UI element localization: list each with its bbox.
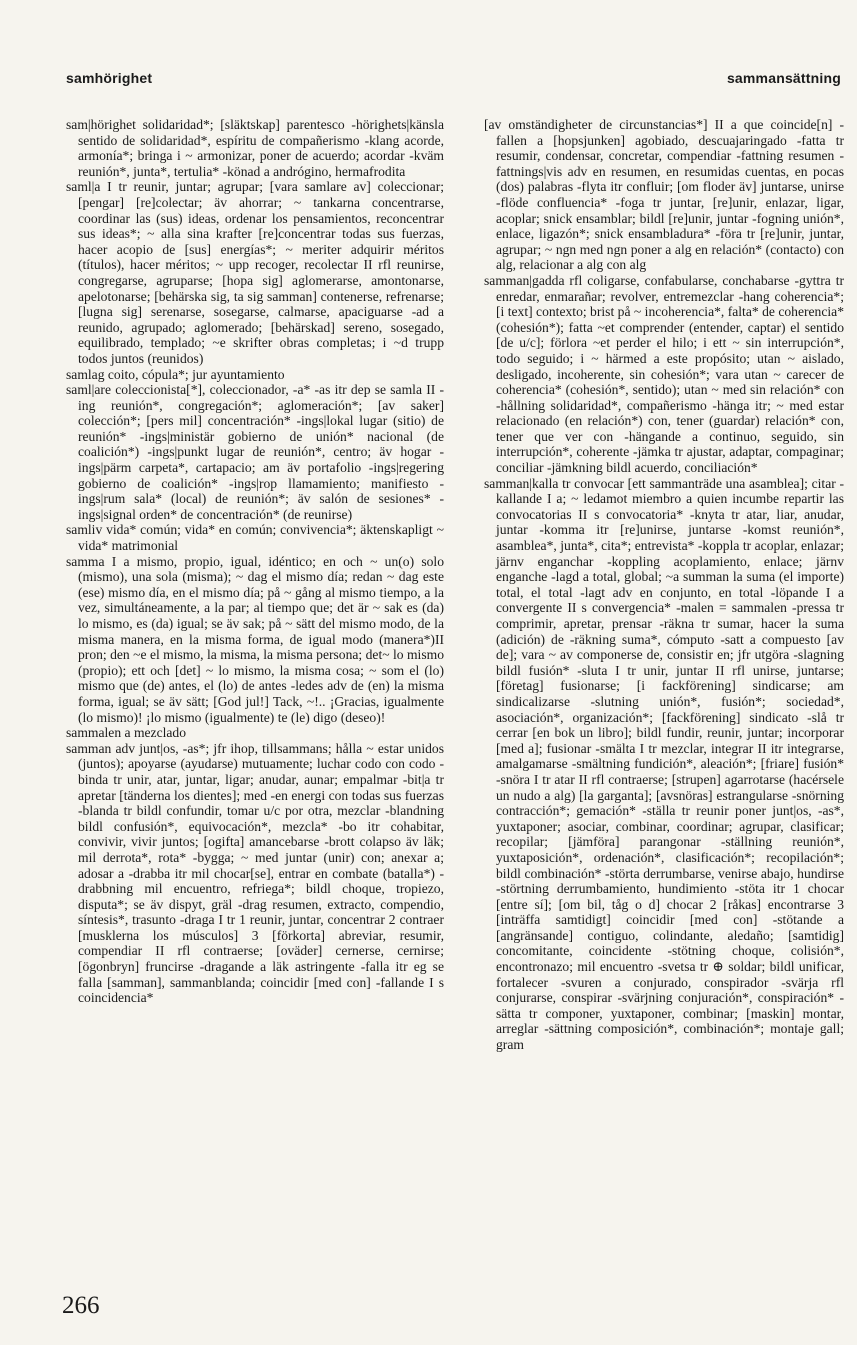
page-number: 266 [62, 1292, 100, 1319]
right-column [484, 117, 844, 1277]
dictionary-entry: sam|hörighet solidaridad*; [släktskap] parentesco -hörighets|känsla sentido de solidaridad*, espíritu de compañerismo -klang acorde, armonía*; bringa i ~ armonizar, poner de acuerdo; acordar -kväm reunión*, junta*, tertulia* -könad a andrógino, hermafrodita [66, 117, 444, 179]
dictionary-entry: samman|kalla tr convocar [ett sammanträde una asamblea]; citar -kallande I a; ~ ledamot miembro a quien incumbe repartir las convocatorias II s convocatoria* -knyta tr atar, liar, anudar, juntar -komma itr [re]unirse, juntarse -komst reunión*, asamblea*, junta*, cita*; entrevista* -koppla tr acoplar, enlazar; järnv enganchar -koppling acoplamiento, enlace; järnv enganche -lagd a total, global; ~a summan la suma (el importe) total, el total -lagt adv en conjunto, en total -löpande I a convergente II s convergencia* -malen = sammalen -pressa tr comprimir, apretar, prensar -räkna tr sumar, hacer la suma (adición) de -räkning suma*, cómputo -satt a compuesto [av de]; vara ~ av componerse de, consistir en; jfr utgöra -slagning bildl fusión* -sluta I tr unir, juntar II rfl unirse, juntarse; [företag] fusionarse; [i fackförening] sindicarse; am sindicalizarse -slutning unión*, fusión*; sociedad*, asociación*, organización*; [fackförening] sindicato -slå tr cerrar [en bok un libro]; bildl fundir, reunir, juntar; incorporar [med a]; fusionar -smälta I tr mezclar, integrar II itr integrarse, amalgamarse -smältning fundición*, aleación*; [friare] fusión* -snöra I tr atar II rfl contraerse; [strupen] agarrotarse (hacérsele un nudo a alg) [la garganta]; [avsnöras] estrangularse -snörning contracción*; gemación* -ställa tr reunir poner junt|os, -as*, yuxtaponer; asociar, combinar, coordinar; agrupar, clasificar; recopilar; [jämföra] parangonar -ställning reunión*, yuxtaposición*, ordenación*, clasificación*; recopilación*; bildl combinación* -störta derrumbarse, venirse abajo, hundirse -störtning derrumbamiento, hundimiento -stöta itr 1 chocar [entre sí]; [om bil, tåg o d] chocar 2 [råkas] encontrarse 3 [inträffa samtidigt] coincidir [med con] -stötande a [angränsande] contiguo, colindante, aledaño; [samtidig] concomitante, coincidente -stötning choque, colisión*, encontronazo; mil encuentro -svetsa tr ⊕ soldar; bildl unificar, fortalecer -svuren a conjurado, conspirador -svärja rfl conjurarse, conspirar -svärjning conjuración*, conspiración* -sätta tr componer, yuxtaponer, combinar; [maskin] montar, arreglar -sättning composición*, combinación*; montaje gall; gram [484, 475, 844, 1053]
dictionary-entry: samliv vida* común; vida* en común; convivencia*; äktenskapligt ~ vida* matrimonial [66, 522, 444, 554]
running-head-right: sammansättning [726, 70, 841, 86]
dictionary-entry: samman adv junt|os, -as*; jfr ihop, tillsammans; hålla ~ estar unidos (juntos); apoyarse (ayudarse) mutuamente; luchar codo con codo -binda tr unir, atar, juntar, ligar; anudar, aunar; empalmar -bit|a tr apretar [tänderna los dientes]; med -en energi con todas sus fuerzas -blanda tr bildl confundir, tomar u/c por otra, mezclar -blandning bildl confusión*, equivocación*, mezcla* -bo itr cohabitar, convivir, vivir juntos; [ogifta] amancebarse -brott colapso äv läk; mil derrota*, rota* -bygga; ~ med juntar (unir) con; anexar a; adosar a -drabba itr mil chocar[se], entrar en combate (batalla*) -drabbning mil encuentro, refriega*; bildl choque, tropiezo, disputa*; se äv dispyt, gräl -drag resumen, extracto, compendio, síntesis*, trasunto -draga I tr 1 reunir, juntar, concentrar 2 contraer [musklerna los músculos] 3 [förkorta] abreviar, resumir, compendiar II rfl contraerse; [oväder] cernerse, cernirse; [ögonbryn] fruncirse -dragande a läk astringente -falla itr eg se falla [samman], sammanblanda; coincidir [med con] -fallande I s coincidencia* [66, 740, 444, 1006]
dictionary-entry: saml|a I tr reunir, juntar; agrupar; [vara samlare av] coleccionar; [pengar] [re]colectar; äv ahorrar; ~ tankarna concentrarse, coordinar las (sus) ideas, ordenar los pensamientos, reconcentrar sus ideas*; ~ alla sina krafter [re]concentrar todas sus fuerzas, hacer acopio de [sus] energías*; ~ meriter adquirir méritos (títulos), hacer méritos; ~ upp recoger, recolectar II rfl reunirse, congregarse, agruparse; [hopa sig] aglomerarse, amontonarse, apelotonarse; [behärska sig, ta sig samman] contenerse, refrenarse; [lugna sig] serenarse, sosegarse, calmarse, apaciguarse -ad a reunido, agrupado; aglomerado; [behärskad] sereno, sosegado, equilibrado, templado; ~e skrifter obras completas; i ~d trupp todos juntos (reunidos) [66, 179, 444, 366]
running-head-left: samhörighet [66, 70, 153, 86]
dictionary-entry: samlag coito, cópula*; jur ayuntamiento [66, 366, 285, 382]
dictionary-entry: samma I a mismo, propio, igual, idéntico; en och ~ un(o) solo (mismo), una sola (misma); ~ dag el mismo día; redan ~ dag este (ese) mismo día, en el mismo día; på ~ gång al mismo tiempo, a la vez, simultáneamente, a la par; al tiempo que; det är ~ sak es (da) lo mismo, es (da) igual; se äv sak; på ~ sätt del mismo modo, de la misma manera, en la misma forma, de igual modo (manera*)II pron; den ~e el mismo, la misma, la misma persona; det~ lo mismo (propio); ett och [det] ~ lo mismo, la misma cosa; ~ som el (lo) mismo que (de) antes, el (lo) de antes -ledes adv de (en) la misma forma, igual; se äv sätt; [God jul!] Tack, ~!.. ¡Gracias, igualmente (lo mismo)! ¡lo mismo (igualmente) te (le) digo (deseo)! [66, 553, 444, 725]
dictionary-entry: sammalen a mezclado [66, 725, 187, 741]
dictionary-entry: [av omständigheter de circunstancias*] II a que coincide[n] -fallen a [hopsjunken] agobiado, descuajaringado -fatta tr resumir, condensar, concretar, compendiar -fattning resumen -fattnings|vis adv en resumen, en resumidas cuentas, en pocas (dos) palabras -flyta itr confluir; [om floder äv] juntarse, unirse -flöde confluencia* -foga tr juntar, [re]unir, enlazar, ligar, acoplar; snick ensamblar; bildl [re]unir, juntar -fogning unión*, enlace, ligazón*; snick ensambladura* -föra tr [re]unir, juntar, agrupar; ~ ngn med ngn poner a alg en relación* (contacto) con alg, relacionar a alg con alg [484, 117, 844, 273]
dictionary-entry: samman|gadda rfl coligarse, confabularse, conchabarse -gyttra tr enredar, enmarañar; revolver, entremezclar -hang coherencia*; [i text] contexto; brist på ~ incoherencia*, falta* de coherencia* (cohesión*); fatta ~et comprender (entender, captar) el sentido [de u/c]; förlora ~et perder el hilo; i ett ~ sin interrupción*, todo seguido; i ~ härmed a este propósito; utan ~ aislado, desligado, incoherente, sin cohesión*; vara utan ~ carecer de coherencia* (cohesión*, sentido); utan ~ med sin relación* con -hållning solidaridad*, compañerismo -hänga itr; ~ med estar relacionado (en relación*) con, tener (guardar) relación* con, tener que ver con -hängande a continuo, seguido, sin interrupción*, coherente -jämka tr ajustar, adaptar, compaginar; conciliar -jämkning bildl acuerdo, conciliación* [484, 272, 844, 476]
left-column [66, 117, 444, 1277]
dictionary-entry: saml|are coleccionista[*], coleccionador, -a* -as itr dep se samla II -ing reunión*, congregación*; aglomeración*; [av saker] colección*; [pers mil] concentración* -ings|lokal lugar (sitio) de reunión* -ings|ministär gobierno de unión* nacional (de coalición*) -ings|punkt lugar de reunión*, centro; äv hogar -ings|pärm carpeta*, cartapacio; am äv portafolio -ings|regering gobierno de coalición* -ings|rop llamamiento; manifiesto -ings|rum sala* (local) de reunión*; äv salón de sesiones* -ings|signal orden* de concentración* (de reunirse) [66, 382, 444, 522]
